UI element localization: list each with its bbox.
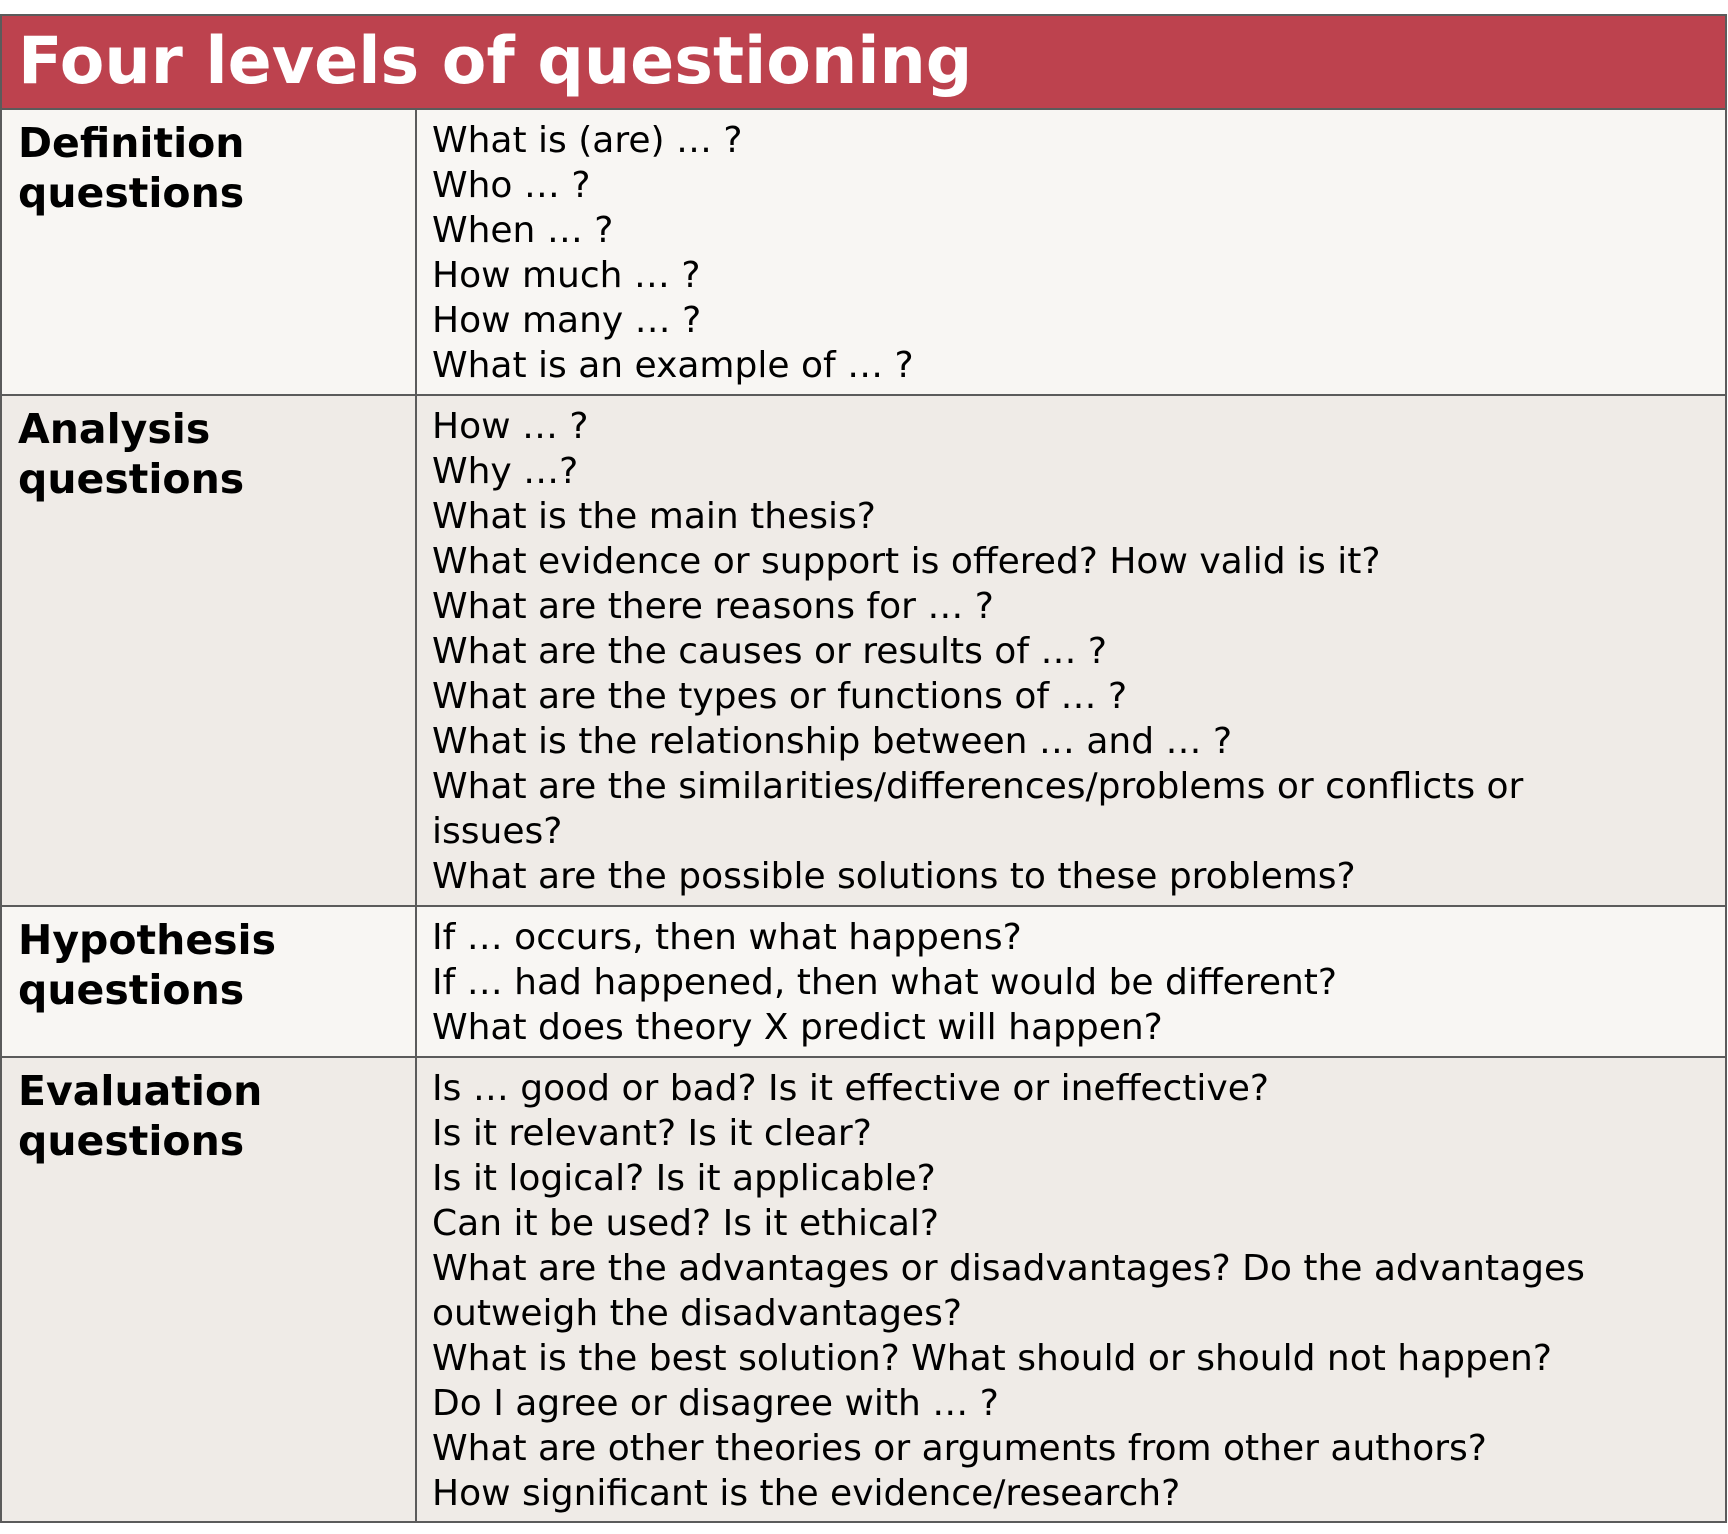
question-line: Is it relevant? Is it clear? (432, 1113, 872, 1154)
question-line: What does theory X predict will happen? (432, 1007, 1163, 1048)
question-line: What is an example of … ? (432, 345, 914, 386)
row-label: questions (18, 966, 245, 1014)
question-line: How many … ? (432, 300, 702, 341)
question-line: What are the similarities/differences/problems or conflicts or (432, 766, 1524, 807)
question-line: Is it logical? Is it applicable? (432, 1158, 936, 1199)
question-line: What is (are) … ? (432, 120, 743, 161)
questions-cell (417, 396, 1725, 905)
row-label: questions (18, 1117, 245, 1165)
question-line: What is the best solution? What should or should not happen? (432, 1338, 1552, 1379)
question-line: outweigh the disadvantages? (432, 1293, 962, 1334)
question-line: Who … ? (432, 165, 591, 206)
question-line: What are the possible solutions to these problems? (432, 856, 1356, 897)
row-label: Evaluation (18, 1067, 263, 1115)
question-line: Can it be used? Is it ethical? (432, 1203, 940, 1244)
questioning-table (0, 14, 1727, 1523)
question-line: What are the types or functions of … ? (432, 676, 1128, 717)
question-line: What are the causes or results of … ? (432, 631, 1107, 672)
question-line: If … occurs, then what happens? (432, 917, 1022, 958)
row-label-cell (2, 110, 417, 394)
question-line: How … ? (432, 406, 589, 447)
row-label: Hypothesis (18, 916, 277, 964)
question-line: Why …? (432, 451, 579, 492)
questions-cell (417, 110, 1725, 394)
question-line: Do I agree or disagree with … ? (432, 1383, 999, 1424)
row-label-cell (2, 1058, 417, 1521)
question-line: What are the advantages or disadvantages? Do the advantages (432, 1248, 1585, 1289)
question-line: How significant is the evidence/research? (432, 1473, 1181, 1514)
question-line: If … had happened, then what would be different? (432, 962, 1338, 1003)
row-hypothesis (2, 907, 1725, 1058)
question-line: Is … good or bad? Is it effective or ineffective? (432, 1068, 1269, 1109)
row-evaluation (2, 1058, 1725, 1521)
question-line: issues? (432, 811, 563, 852)
title-bar (2, 16, 1725, 110)
question-line: What evidence or support is offered? How valid is it? (432, 541, 1381, 582)
table-title: Four levels of questioning (18, 24, 973, 99)
row-label-cell (2, 907, 417, 1056)
question-line: What is the main thesis? (432, 496, 876, 537)
row-label: questions (18, 455, 245, 503)
questions-cell (417, 907, 1725, 1056)
question-line: When … ? (432, 210, 614, 251)
row-label: Definition (18, 119, 245, 167)
questions-cell (417, 1058, 1725, 1521)
row-label-cell (2, 396, 417, 905)
row-label: Analysis (18, 405, 211, 453)
question-line: What are other theories or arguments from other authors? (432, 1428, 1487, 1469)
question-line: What are there reasons for … ? (432, 586, 994, 627)
question-line: What is the relationship between … and … ? (432, 721, 1233, 762)
row-definition (2, 110, 1725, 396)
question-line: How much … ? (432, 255, 701, 296)
row-analysis (2, 396, 1725, 907)
row-label: questions (18, 169, 245, 217)
